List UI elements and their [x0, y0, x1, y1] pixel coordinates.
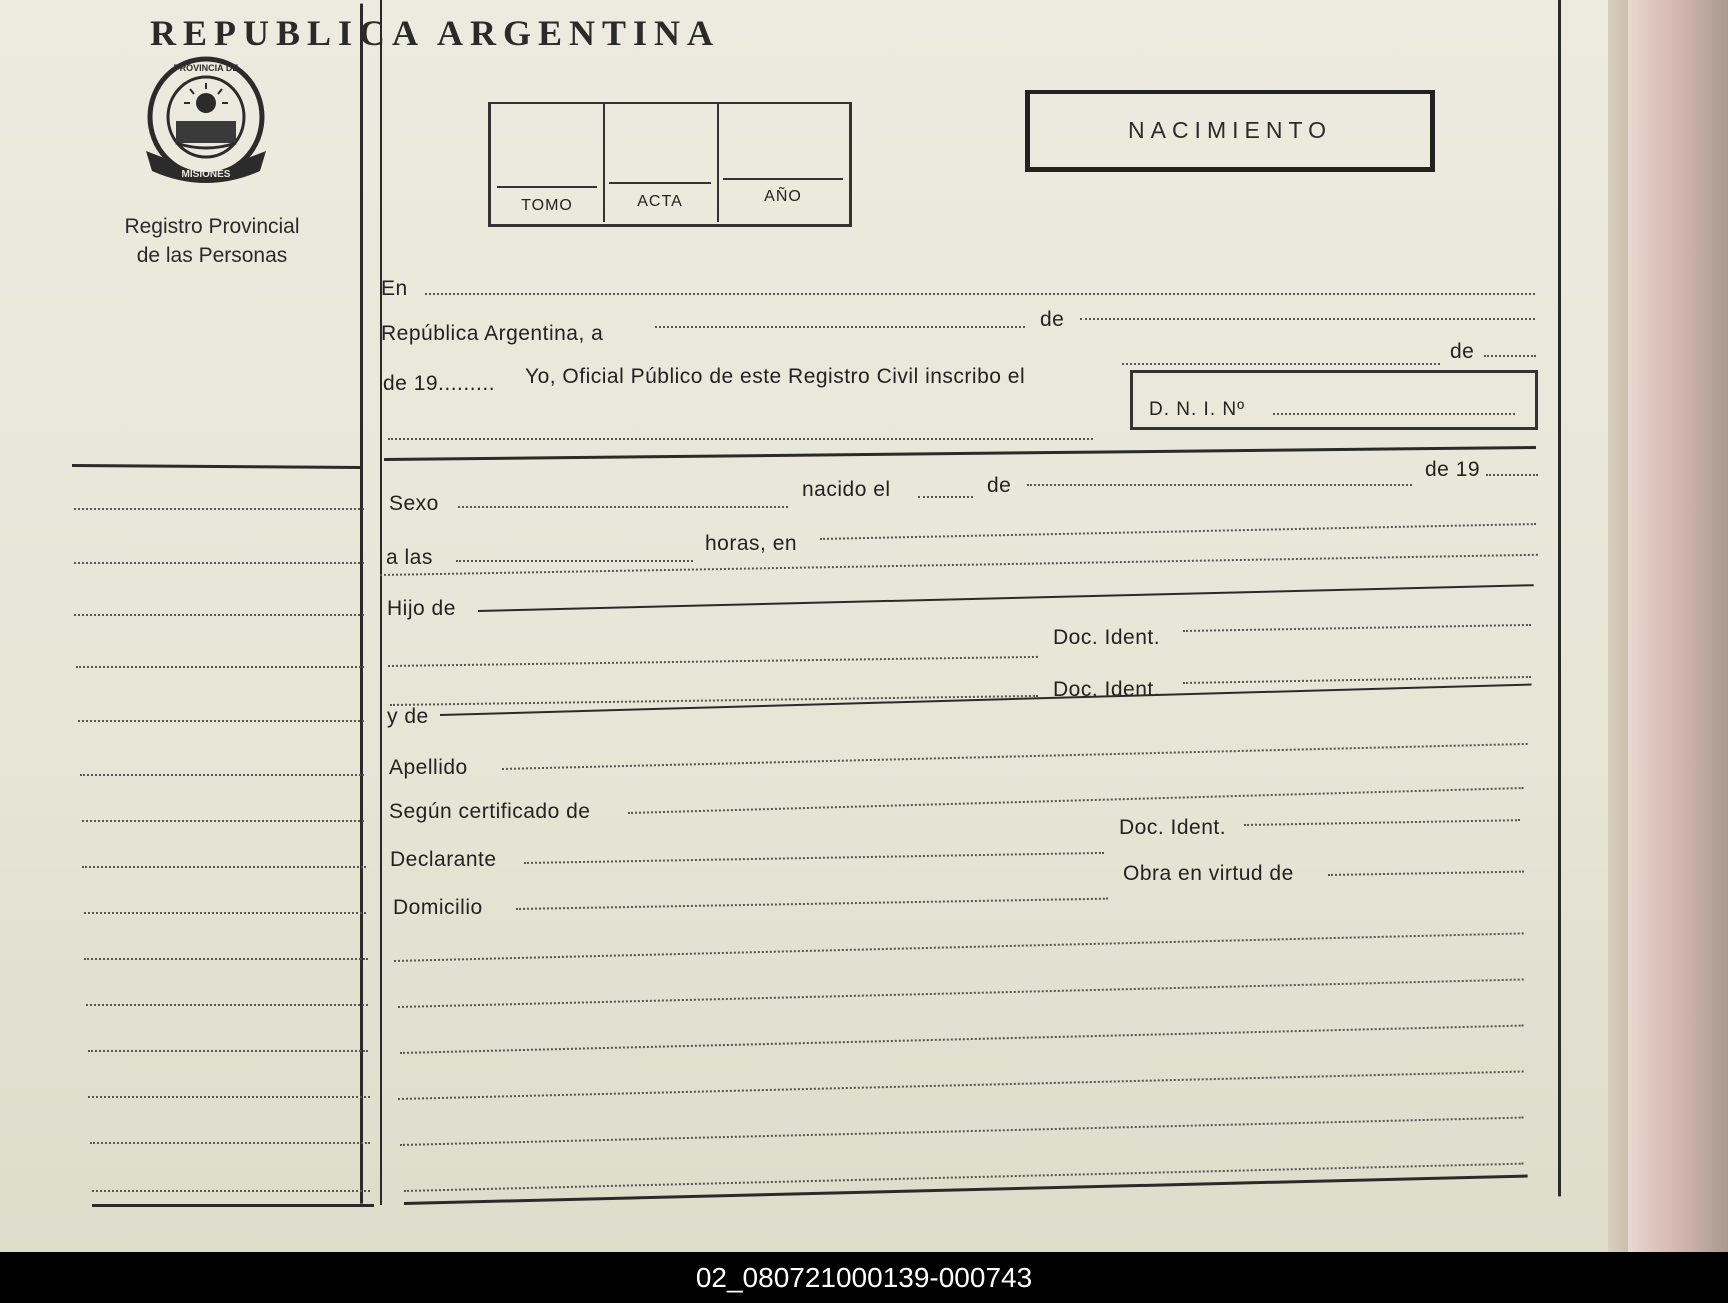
label-de-2: de: [1450, 340, 1475, 363]
anio-cell[interactable]: [717, 104, 849, 222]
provincial-seal-icon: [142, 55, 270, 190]
margin-line-5[interactable]: [78, 720, 364, 722]
field-nacido-day[interactable]: [918, 496, 973, 498]
margin-line-10[interactable]: [84, 958, 368, 960]
label-doc-ident-2: Doc. Ident.: [1053, 678, 1161, 701]
margin-line-1[interactable]: [74, 508, 364, 510]
margin-line-14[interactable]: [90, 1142, 370, 1144]
label-obra: Obra en virtud de: [1123, 862, 1294, 885]
label-horas-en: horas, en: [705, 532, 798, 555]
margin-line-6[interactable]: [80, 774, 364, 776]
registry-name: [92, 212, 332, 270]
tomo-cell[interactable]: [491, 104, 605, 222]
anio-label: AÑO: [764, 188, 802, 205]
margin-line-13[interactable]: [88, 1096, 370, 1098]
label-declarante: Declarante: [390, 848, 497, 871]
registry-line-1: Registro Provincial: [124, 215, 300, 238]
field-inscribo[interactable]: [1122, 363, 1440, 365]
image-id-caption: 02_080721000139-000743: [695, 1262, 1033, 1293]
margin-line-11[interactable]: [86, 1004, 368, 1006]
label-sexo: Sexo: [389, 492, 439, 515]
dni-label: D. N. I. Nº: [1149, 399, 1246, 420]
record-type-box: NACIMIENTO: [1025, 90, 1435, 172]
field-nacido-month[interactable]: [1027, 484, 1412, 486]
ledger-box: [488, 102, 852, 227]
field-nacido-year[interactable]: [1486, 474, 1538, 476]
label-yo: Yo, Oficial Público de este Registro Civil inscribo el: [525, 365, 1026, 388]
field-month[interactable]: [1080, 318, 1535, 320]
form-title: REPUBLICA ARGENTINA: [149, 13, 721, 53]
dni-box[interactable]: [1130, 370, 1538, 430]
field-hora[interactable]: [456, 560, 693, 562]
svg-text:PROVINCIA DE: PROVINCIA DE: [173, 63, 239, 73]
label-en: En: [381, 277, 408, 300]
label-republica: República Argentina, a: [381, 322, 604, 345]
label-domicilio: Domicilio: [393, 896, 483, 919]
margin-line-7[interactable]: [82, 820, 364, 822]
label-doc-ident-1: Doc. Ident.: [1053, 626, 1161, 649]
margin-line-4[interactable]: [76, 666, 364, 668]
label-nacido: nacido el: [802, 478, 891, 501]
label-de19-1: de 19.........: [383, 372, 496, 395]
field-name-line[interactable]: [388, 438, 1093, 440]
label-y-de: y de: [387, 705, 429, 728]
acta-label: ACTA: [637, 193, 683, 210]
margin-line-12[interactable]: [88, 1050, 368, 1052]
margin-top-rule: [72, 464, 362, 469]
margin-bottom-rule: [92, 1204, 374, 1207]
dni-field[interactable]: [1273, 413, 1515, 415]
margin-line-3[interactable]: [74, 614, 364, 616]
label-de19-2: de 19: [1425, 458, 1481, 481]
field-day[interactable]: [655, 326, 1025, 328]
field-inscribo-month[interactable]: [1484, 355, 1536, 357]
registry-line-2: de las Personas: [136, 244, 288, 267]
label-de-3: de: [987, 474, 1012, 497]
svg-text:MISIONES: MISIONES: [181, 169, 231, 180]
field-en[interactable]: [425, 293, 1535, 295]
label-de-1: de: [1040, 308, 1065, 331]
margin-line-8[interactable]: [82, 866, 366, 868]
label-a-las: a las: [386, 546, 433, 569]
label-segun: Según certificado de: [389, 800, 591, 823]
margin-line-9[interactable]: [84, 912, 366, 914]
book-binding: [1628, 0, 1728, 1252]
margin-line-2[interactable]: [74, 562, 364, 564]
label-apellido: Apellido: [389, 756, 468, 779]
margin-line-15[interactable]: [92, 1190, 370, 1192]
tomo-label: TOMO: [521, 197, 573, 214]
field-sexo[interactable]: [458, 506, 788, 508]
label-doc-ident-3: Doc. Ident.: [1119, 816, 1227, 839]
acta-cell[interactable]: [603, 104, 719, 222]
label-hijo-de: Hijo de: [387, 597, 456, 620]
